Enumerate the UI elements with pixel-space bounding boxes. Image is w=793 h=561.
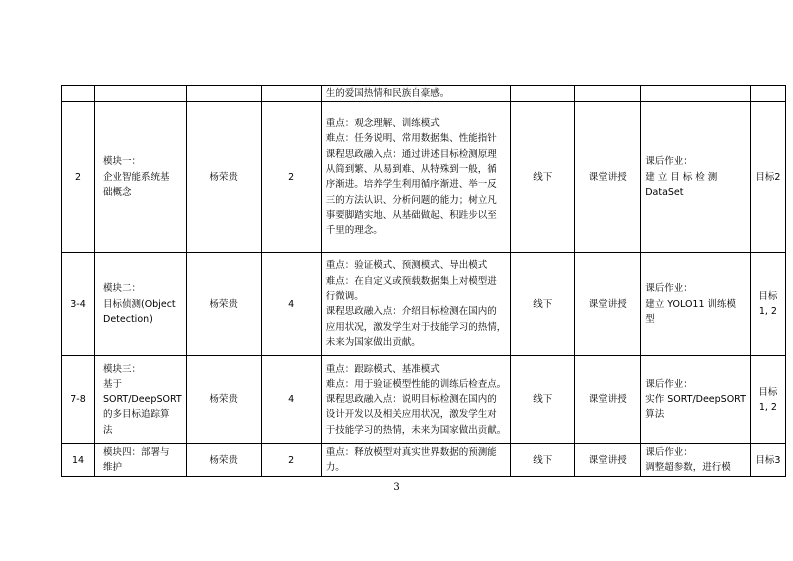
method-cell [575, 356, 641, 444]
homework-cell [641, 253, 751, 356]
week-text: 14 [71, 454, 85, 466]
hours-text: 4 [288, 298, 295, 310]
week-cell [62, 356, 95, 444]
week-text: 7-8 [70, 394, 86, 406]
method-text: 课堂讲授 [588, 454, 627, 466]
mode-cell [511, 356, 575, 444]
module-line: 模块三： [103, 363, 142, 375]
content-line: 课程思政融入点：通过讲述目标检测原理 [325, 148, 497, 160]
content-line: 应用状况，激发学生对于技能学习的热情， [325, 321, 507, 333]
content-line: 千里的理念。 [325, 225, 383, 237]
module-cell [95, 253, 187, 356]
module-line: 础概念 [103, 186, 132, 198]
homework-line: 建 立 目 标 检 测 [645, 171, 718, 183]
teacher-cell [186, 356, 261, 444]
table-row [62, 444, 786, 477]
hours-cell [261, 86, 321, 102]
page-number: 3 [393, 482, 400, 493]
method-cell [575, 253, 641, 356]
goal-cell [750, 444, 785, 477]
module-line: 维护 [103, 462, 123, 474]
teacher-text: 杨荣贵 [209, 454, 238, 466]
method-text: 课堂讲授 [588, 394, 627, 406]
module-cell [95, 86, 187, 102]
goal-line: 目标 [758, 291, 778, 302]
method-cell [575, 444, 641, 477]
module-cell [95, 102, 187, 253]
homework-cell [641, 102, 751, 253]
homework-line: 实作 SORT/DeepSORT [645, 394, 746, 406]
homework-line: DataSet [645, 186, 684, 198]
homework-line: 课后作业： [645, 378, 693, 390]
module-line: 企业智能系统基 [103, 171, 170, 183]
method-cell [575, 86, 641, 102]
module-line: 法 [103, 424, 113, 436]
teacher-text: 杨荣贵 [209, 171, 238, 183]
homework-line: 建立 YOLO11 训练模 [645, 298, 737, 310]
teacher-cell [186, 253, 261, 356]
goal-line: 目标2 [755, 171, 781, 183]
content-line: 课程思政融入点：说明目标检测在国内的 [325, 394, 497, 406]
content-line: 序渐进。培养学生利用循序渐进、举一反 [325, 179, 497, 191]
content-line: 行微调。 [325, 291, 364, 302]
mode-cell [511, 86, 575, 102]
content-line: 重点：验证模式、预测模式、导出模式 [325, 260, 488, 272]
table-row [62, 253, 786, 356]
hours-text: 2 [288, 171, 295, 183]
content-line: 事要脚踏实地、从基础做起、积跬步以至 [325, 209, 497, 221]
table-row [62, 102, 786, 253]
goal-line: 目标 [758, 386, 778, 398]
homework-line: 调整超参数，进行模 [645, 462, 731, 474]
mode-text: 线下 [533, 171, 553, 183]
teacher-text: 杨荣贵 [209, 394, 238, 406]
teacher-cell [186, 86, 261, 102]
module-line: 模块二： [103, 283, 142, 295]
hours-text: 4 [288, 394, 295, 406]
teacher-text: 杨荣贵 [209, 298, 238, 310]
content-cell [321, 86, 511, 102]
module-cell [95, 444, 187, 477]
content-line: 设计开发以及相关应用状况，激发学生对 [325, 409, 497, 421]
week-cell [62, 253, 95, 356]
homework-cell [641, 356, 751, 444]
week-cell [62, 102, 95, 253]
method-cell [575, 102, 641, 253]
module-line: 模块四：部署与 [103, 447, 170, 458]
content-line: 课程思政融入点：介绍目标检测在国内的 [325, 306, 497, 318]
mode-cell [511, 444, 575, 477]
content-line: 三的方法认识、分析问题的能力；树立凡 [325, 194, 497, 206]
module-line: 的多目标追踪算 [103, 409, 170, 421]
table-row [62, 356, 786, 444]
week-text: 2 [74, 171, 82, 183]
content-line: 未来为国家做出贡献。 [325, 336, 421, 348]
content-line: 力。 [325, 462, 345, 474]
module-line: 基于 [103, 378, 123, 390]
content-cell [321, 102, 511, 253]
module-line: 目标侦测(Object [103, 298, 176, 310]
mode-cell [511, 102, 575, 253]
module-line: 模块一： [103, 156, 142, 168]
goal-cell [750, 86, 785, 102]
week-cell [62, 444, 95, 477]
module-cell [95, 356, 187, 444]
module-line: Detection) [103, 313, 153, 325]
goal-cell [750, 253, 785, 356]
homework-cell [641, 86, 751, 102]
content-line: 难点：在自定义或预载数据集上对模型进 [325, 275, 497, 287]
goal-line: 目标3 [755, 454, 781, 466]
content-line: 生的爱国热情和民族自豪感。 [325, 88, 450, 99]
homework-line: 课后作业： [645, 447, 693, 458]
goal-line: 1, 2 [758, 306, 777, 318]
goal-line: 1, 2 [758, 401, 777, 413]
mode-text: 线下 [533, 394, 553, 406]
homework-line: 型 [645, 313, 655, 325]
hours-cell [261, 356, 321, 444]
hours-cell [261, 253, 321, 356]
hours-cell [261, 102, 321, 253]
table-body [62, 86, 786, 477]
content-line: 重点：释放模型对真实世界数据的预测能 [325, 447, 497, 458]
content-cell [321, 253, 511, 356]
week-cell [62, 86, 95, 102]
mode-cell [511, 253, 575, 356]
content-line: 从简到繁、从易到难、从特殊到一般，循 [325, 164, 497, 175]
mode-text: 线下 [533, 298, 553, 310]
method-text: 课堂讲授 [588, 298, 627, 310]
homework-line: 算法 [645, 409, 665, 421]
content-cell [321, 356, 511, 444]
teacher-cell [186, 102, 261, 253]
mode-text: 线下 [533, 454, 553, 466]
content-line: 于技能学习的热情，未来为国家做出贡献。 [325, 424, 507, 436]
homework-line: 课后作业： [645, 283, 693, 295]
method-text: 课堂讲授 [588, 171, 627, 183]
content-line: 难点：用于验证模型性能的训练后检查点。 [325, 378, 507, 390]
content-line: 重点：观念理解、训练模式 [325, 118, 440, 130]
homework-cell [641, 444, 751, 477]
hours-cell [261, 444, 321, 477]
content-line: 重点：跟踪模式、基准模式 [325, 363, 440, 375]
content-line: 难点：任务说明、常用数据集、性能指针 [325, 133, 497, 145]
week-text: 3-4 [70, 298, 86, 310]
content-cell [321, 444, 511, 477]
module-line: SORT/DeepSORT [103, 394, 182, 406]
goal-cell [750, 102, 785, 253]
hours-text: 2 [288, 454, 295, 466]
course-schedule-table [61, 85, 786, 477]
homework-line: 课后作业： [645, 156, 693, 168]
goal-cell [750, 356, 785, 444]
table-row [62, 86, 786, 102]
teacher-cell [186, 444, 261, 477]
